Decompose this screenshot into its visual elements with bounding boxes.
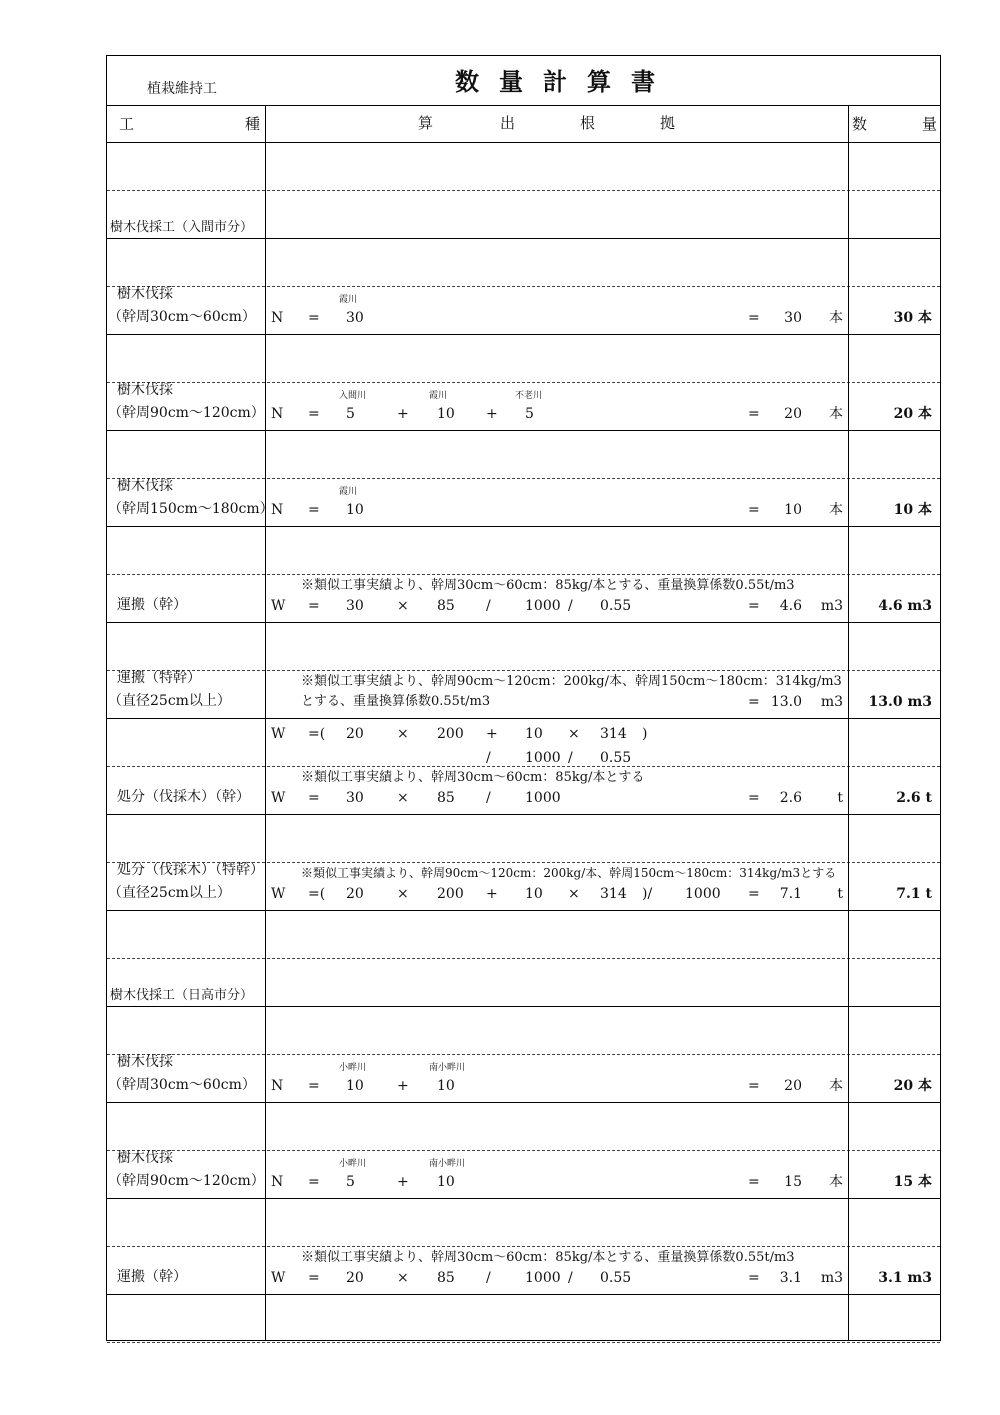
quantity-value: 4.6 m3	[878, 598, 932, 614]
expression-token: 314	[600, 886, 627, 902]
row-divider-dashed	[107, 190, 940, 191]
location-label: 不老川	[515, 391, 543, 401]
equals-sign: =	[748, 790, 760, 806]
col-header-work-2: 種	[245, 115, 261, 133]
row-divider-dashed	[107, 574, 940, 575]
expression-token: 0.55	[600, 598, 632, 614]
calc-note: ※類似工事実績より、幹周90cm～120cm：200kg/本、幹周150cm～180cm：314kg/m3	[301, 674, 842, 689]
result-unit: 本	[829, 1174, 843, 1190]
col-header-basis-1: 算	[418, 114, 434, 132]
row-divider-dashed	[107, 1342, 940, 1343]
row-divider	[107, 238, 940, 239]
item-label: 樹木伐採	[117, 382, 173, 398]
expression-token: ×	[397, 1270, 409, 1286]
equals-sign: =	[748, 598, 760, 614]
expression-token: ×	[397, 598, 409, 614]
expression-token: 10	[437, 406, 455, 422]
expression-token: 10	[437, 1174, 455, 1190]
row-divider	[107, 1294, 940, 1295]
expression-token: +	[486, 726, 498, 742]
expression-token: ×	[397, 790, 409, 806]
result-unit: 本	[829, 310, 843, 326]
result-value: 4.6	[779, 598, 802, 614]
row-divider	[107, 718, 940, 719]
result-value: 30	[784, 310, 802, 326]
result-value: 10	[784, 502, 802, 518]
result-unit: 本	[829, 502, 843, 518]
expression-token: 200	[437, 886, 464, 902]
quantity-value: 15 本	[893, 1174, 932, 1190]
calc-note: ※類似工事実績より、幹周30cm～60cm：85kg/本とする、重量換算係数0.55t/m3	[301, 578, 795, 593]
row-divider	[107, 526, 940, 527]
row-divider-dashed	[107, 958, 940, 959]
row-divider	[107, 430, 940, 431]
expression-token: 1000	[525, 1270, 561, 1286]
result-value: 20	[784, 1078, 802, 1094]
row-divider	[107, 814, 940, 815]
expression-token: 10	[346, 1078, 364, 1094]
row-divider-dashed	[107, 478, 940, 479]
expression-token: =	[308, 790, 320, 806]
expression-token: /	[568, 598, 573, 614]
result-value: 3.1	[779, 1270, 802, 1286]
row-divider-dashed	[107, 1246, 940, 1247]
row-divider-dashed	[107, 286, 940, 287]
row-divider-dashed	[107, 382, 940, 383]
expression-token: N	[271, 1078, 284, 1094]
item-label: 処分（伐採木）（幹）	[117, 789, 250, 805]
expression-token: 200	[437, 726, 464, 742]
row-divider	[107, 1006, 940, 1007]
result-value: 7.1	[779, 886, 802, 902]
expression-token: 85	[437, 1270, 455, 1286]
quantity-value: 30 本	[893, 310, 932, 326]
expression-token: /	[486, 790, 491, 806]
quantity-value: 20 本	[893, 406, 932, 422]
expression-token: 10	[525, 726, 543, 742]
equals-sign: =	[748, 310, 760, 326]
equals-sign: =	[748, 406, 760, 422]
result-unit: m3	[820, 1270, 843, 1286]
column-divider	[848, 105, 849, 1341]
expression-token: /	[486, 1270, 491, 1286]
expression-token: 1000	[525, 790, 561, 806]
calc-note: ※類似工事実績より、幹周30cm～60cm：85kg/本とする	[301, 770, 645, 785]
col-header-basis-3: 根	[580, 114, 596, 132]
expression-token: =	[308, 310, 320, 326]
row-divider	[107, 910, 940, 911]
page-title: 数量計算書	[455, 67, 675, 96]
equals-sign: =	[748, 1174, 760, 1190]
location-label: 小畔川	[339, 1063, 367, 1073]
item-label: 処分（伐採木）（特幹）	[117, 862, 264, 878]
expression-token: )	[642, 726, 648, 742]
quantity-value: 13.0 m3	[868, 694, 932, 710]
item-label: 樹木伐採	[117, 1150, 173, 1166]
expression-token: =	[308, 406, 320, 422]
expression-token: +	[486, 406, 498, 422]
category-label: 植栽維持工	[147, 81, 217, 97]
expression-token: 5	[346, 1174, 355, 1190]
expression-token: 10	[346, 502, 364, 518]
equals-sign: =	[748, 502, 760, 518]
equals-sign: =	[748, 886, 760, 902]
expression-token: =	[308, 1270, 320, 1286]
item-sublabel: （幹周90cm～120cm）	[108, 405, 265, 421]
expression-token: /	[568, 750, 573, 766]
expression-token: 20	[346, 726, 364, 742]
result-unit: m3	[820, 598, 843, 614]
expression-token: 30	[346, 598, 364, 614]
expression-token: 5	[525, 406, 534, 422]
expression-token: 10	[525, 886, 543, 902]
row-divider	[107, 1102, 940, 1103]
expression-token: )/	[642, 886, 653, 902]
column-divider	[265, 105, 266, 1341]
col-header-basis-4: 拠	[660, 114, 676, 132]
calculation-sheet	[106, 55, 941, 1341]
expression-token: 1000	[525, 598, 561, 614]
col-header-basis-2: 出	[500, 114, 516, 132]
expression-token: N	[271, 1174, 284, 1190]
expression-token: =(	[308, 886, 326, 902]
row-divider-dashed	[107, 1054, 940, 1055]
item-sublabel: （幹周30cm～60cm）	[108, 1077, 256, 1093]
result-value: 15	[784, 1174, 802, 1190]
row-divider-dashed	[107, 670, 940, 671]
expression-token: ×	[568, 726, 580, 742]
result-value: 20	[784, 406, 802, 422]
expression-token: +	[486, 886, 498, 902]
result-unit: t	[837, 790, 843, 806]
item-label: 運搬（幹）	[117, 597, 187, 613]
expression-token: 10	[437, 1078, 455, 1094]
item-label: 樹木伐採	[117, 286, 173, 302]
location-label: 霞川	[339, 487, 358, 497]
expression-token: W	[271, 726, 286, 742]
header-divider	[107, 105, 940, 106]
item-label: 樹木伐採	[117, 1054, 173, 1070]
item-label: 運搬（特幹）	[117, 670, 201, 686]
expression-token: W	[271, 598, 286, 614]
result-value: 2.6	[779, 790, 802, 806]
section-title: 樹木伐採工（日高市分）	[110, 988, 254, 1003]
expression-token: 30	[346, 790, 364, 806]
location-label: 小畔川	[339, 1159, 367, 1169]
expression-token: =	[308, 502, 320, 518]
quantity-value: 3.1 m3	[878, 1270, 932, 1286]
expression-token: =(	[308, 726, 326, 742]
location-label: 南小畔川	[429, 1159, 466, 1169]
expression-token: N	[271, 310, 284, 326]
quantity-value: 20 本	[893, 1078, 932, 1094]
equals-sign: =	[748, 1270, 760, 1286]
expression-token: +	[397, 1174, 409, 1190]
item-sublabel: （直径25cm以上）	[108, 885, 231, 901]
expression-token: =	[308, 1078, 320, 1094]
expression-token: N	[271, 502, 284, 518]
col-header-work-1: 工	[119, 115, 135, 133]
expression-token: /	[568, 1270, 573, 1286]
expression-token: 1000	[685, 886, 721, 902]
expression-token: ×	[397, 886, 409, 902]
location-label: 入間川	[339, 391, 367, 401]
item-sublabel: （幹周30cm～60cm）	[108, 309, 256, 325]
row-divider	[107, 1198, 940, 1199]
item-label: 樹木伐採	[117, 478, 173, 494]
row-divider-dashed	[107, 766, 940, 767]
row-divider	[107, 334, 940, 335]
location-label: 霞川	[429, 391, 448, 401]
quantity-value: 10 本	[893, 502, 932, 518]
row-divider	[107, 142, 940, 143]
row-divider	[107, 622, 940, 623]
equals-sign: =	[748, 1078, 760, 1094]
expression-token: 20	[346, 886, 364, 902]
item-sublabel: （幹周90cm～120cm）	[108, 1173, 265, 1189]
result-value: 13.0	[770, 694, 802, 710]
location-label: 霞川	[339, 295, 358, 305]
expression-token: 0.55	[600, 750, 632, 766]
expression-token: +	[397, 406, 409, 422]
calc-note: ※類似工事実績より、幹周30cm～60cm：85kg/本とする、重量換算係数0.55t/m3	[301, 1250, 795, 1265]
expression-token: 5	[346, 406, 355, 422]
expression-token: +	[397, 1078, 409, 1094]
expression-token: 1000	[525, 750, 561, 766]
expression-token: /	[486, 598, 491, 614]
item-label: 運搬（幹）	[117, 1269, 187, 1285]
row-divider-dashed	[107, 1150, 940, 1151]
expression-token: =	[308, 1174, 320, 1190]
expression-token: =	[308, 598, 320, 614]
expression-token: W	[271, 886, 286, 902]
section-title: 樹木伐採工（入間市分）	[110, 220, 254, 235]
expression-token: 85	[437, 598, 455, 614]
item-sublabel: （直径25cm以上）	[108, 693, 231, 709]
expression-token: 314	[600, 726, 627, 742]
result-unit: 本	[829, 1078, 843, 1094]
expression-token: /	[486, 750, 491, 766]
calc-note: とする、重量換算係数0.55t/m3	[301, 694, 491, 709]
result-unit: 本	[829, 406, 843, 422]
expression-token: 20	[346, 1270, 364, 1286]
quantity-value: 7.1 t	[896, 886, 932, 902]
expression-token: 85	[437, 790, 455, 806]
item-sublabel: （幹周150cm～180cm）	[108, 501, 274, 517]
calc-note: ※類似工事実績より、幹周90cm～120cm：200kg/本、幹周150cm～180cm：314kg/m3とする	[301, 866, 837, 880]
expression-token: ×	[397, 726, 409, 742]
expression-token: W	[271, 1270, 286, 1286]
equals-sign: =	[748, 694, 760, 710]
expression-token: 30	[346, 310, 364, 326]
expression-token: W	[271, 790, 286, 806]
quantity-value: 2.6 t	[896, 790, 932, 806]
location-label: 南小畔川	[429, 1063, 466, 1073]
expression-token: ×	[568, 886, 580, 902]
expression-token: 0.55	[600, 1270, 632, 1286]
col-header-qty-1: 数	[852, 115, 868, 133]
result-unit: t	[837, 886, 843, 902]
expression-token: N	[271, 406, 284, 422]
col-header-qty-2: 量	[922, 115, 938, 133]
result-unit: m3	[820, 694, 843, 710]
